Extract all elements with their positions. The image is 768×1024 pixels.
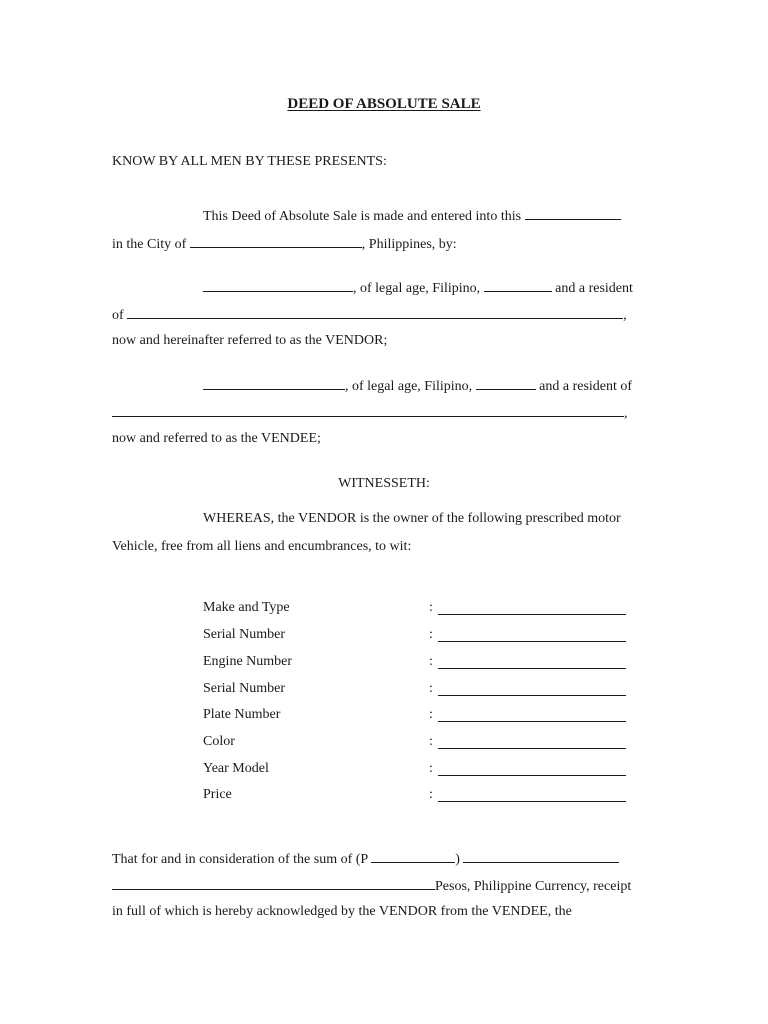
serial-number-2-blank[interactable] bbox=[438, 683, 626, 696]
plate-number-blank[interactable] bbox=[438, 709, 626, 722]
date-blank[interactable] bbox=[525, 207, 621, 220]
vendee-address-blank[interactable] bbox=[112, 404, 624, 417]
field-colon: : bbox=[429, 600, 433, 615]
amount-words-blank-2[interactable] bbox=[112, 877, 435, 890]
document-title: DEED OF ABSOLUTE SALE bbox=[287, 96, 481, 112]
witnesseth-heading: WITNESSETH: bbox=[338, 476, 430, 491]
consideration-line-3: in full of which is hereby acknowledged by the VENDOR from the VENDEE, the bbox=[112, 904, 572, 919]
vendee-status-blank[interactable] bbox=[476, 377, 536, 390]
vendee-name-blank[interactable] bbox=[203, 377, 345, 390]
field-colon: : bbox=[429, 734, 433, 749]
vendee-resident-text: and a resident of bbox=[539, 379, 633, 394]
vendor-line-1 bbox=[203, 279, 633, 297]
engine-number-blank[interactable] bbox=[438, 656, 626, 669]
field-label-color: Color bbox=[203, 734, 235, 749]
vendee-line-1 bbox=[203, 377, 632, 395]
field-label-serial-number-2: Serial Number bbox=[203, 681, 286, 696]
vendor-address-blank[interactable] bbox=[127, 306, 623, 319]
amount-figure-blank[interactable] bbox=[371, 850, 455, 863]
field-colon: : bbox=[429, 761, 433, 776]
vendor-address-comma: , bbox=[623, 308, 627, 323]
field-colon: : bbox=[429, 627, 433, 642]
agreement-line-1 bbox=[203, 207, 621, 225]
field-colon: : bbox=[429, 654, 433, 669]
vendee-address-comma: , bbox=[624, 406, 628, 421]
make-type-blank[interactable] bbox=[438, 602, 626, 615]
agreement-text: This Deed of Absolute Sale is made and entered into this bbox=[203, 209, 522, 224]
city-suffix: , Philippines, by: bbox=[361, 237, 457, 252]
field-label-engine-number: Engine Number bbox=[203, 654, 293, 669]
vendor-status-blank[interactable] bbox=[484, 279, 552, 292]
field-colon: : bbox=[429, 681, 433, 696]
field-colon: : bbox=[429, 787, 433, 802]
pesos-text: Pesos, Philippine Currency, receipt bbox=[435, 879, 632, 894]
vendor-line-2 bbox=[112, 306, 627, 324]
consideration-line-1 bbox=[112, 850, 619, 868]
agreement-line-2 bbox=[112, 235, 457, 253]
whereas-line-2: Vehicle, free from all liens and encumbrances, to wit: bbox=[112, 539, 412, 554]
whereas-line-1: WHEREAS, the VENDOR is the owner of the following prescribed motor bbox=[203, 511, 621, 526]
vendor-name-blank[interactable] bbox=[203, 279, 353, 292]
color-blank[interactable] bbox=[438, 736, 626, 749]
intro-line: KNOW BY ALL MEN BY THESE PRESENTS: bbox=[112, 154, 387, 169]
field-label-plate-number: Plate Number bbox=[203, 707, 281, 722]
year-model-blank[interactable] bbox=[438, 763, 626, 776]
vendor-age-text: , of legal age, Filipino, bbox=[353, 281, 481, 296]
consideration-text: That for and in consideration of the sum of (P bbox=[112, 852, 368, 867]
vendee-line-2 bbox=[112, 404, 628, 422]
vendee-age-text: , of legal age, Filipino, bbox=[345, 379, 473, 394]
vendee-line-3: now and referred to as the VENDEE; bbox=[112, 431, 321, 446]
consideration-paren: ) bbox=[455, 852, 460, 867]
serial-number-blank[interactable] bbox=[438, 629, 626, 642]
vendor-resident-text: and a resident bbox=[555, 281, 633, 296]
field-label-year-model: Year Model bbox=[203, 761, 269, 776]
field-label-price: Price bbox=[203, 787, 232, 802]
amount-words-blank-1[interactable] bbox=[463, 850, 619, 863]
field-label-make-type: Make and Type bbox=[203, 600, 290, 615]
city-prefix: in the City of bbox=[112, 237, 187, 252]
price-blank[interactable] bbox=[438, 789, 626, 802]
consideration-line-2 bbox=[112, 877, 631, 895]
city-blank[interactable] bbox=[190, 235, 362, 248]
field-colon: : bbox=[429, 707, 433, 722]
field-label-serial-number: Serial Number bbox=[203, 627, 286, 642]
vendor-line-3: now and hereinafter referred to as the VENDOR; bbox=[112, 333, 388, 348]
vendor-of-text: of bbox=[112, 308, 124, 323]
